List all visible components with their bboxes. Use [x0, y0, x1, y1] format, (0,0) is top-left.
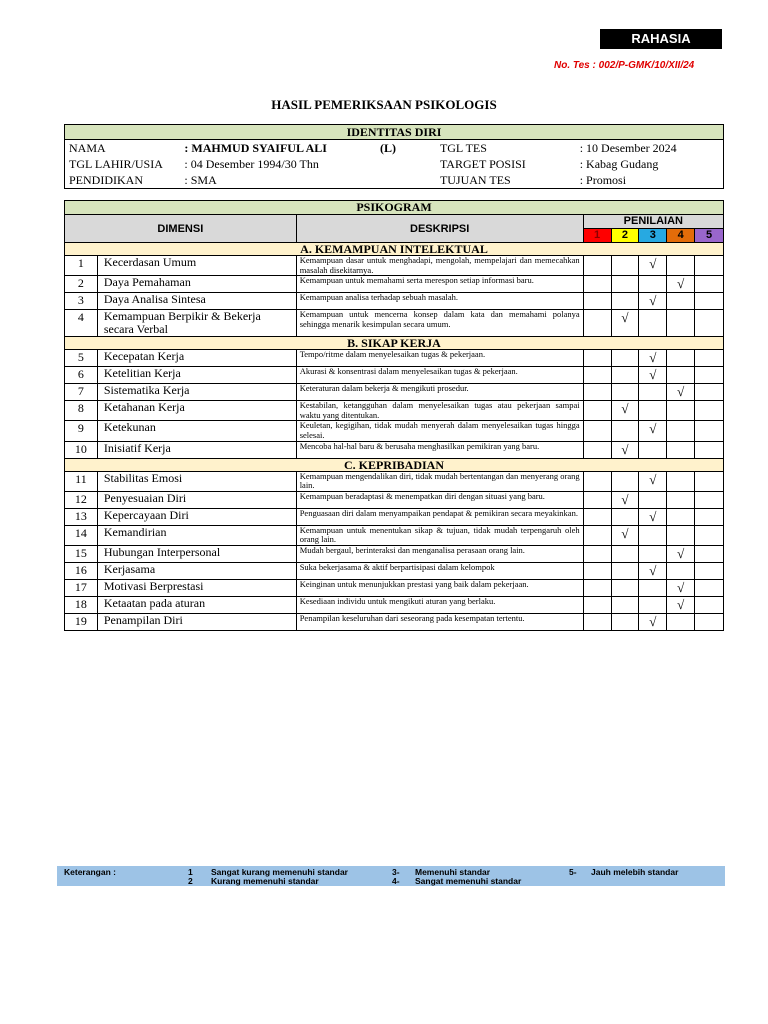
check-mark: √ [649, 350, 657, 366]
table-row [65, 276, 724, 293]
legend-num: 1 [188, 867, 193, 877]
score-cell-4 [667, 579, 695, 596]
check-mark: √ [649, 562, 657, 578]
score-cell-2 [611, 491, 639, 508]
score-cell-4 [667, 421, 695, 441]
score-cell-1 [583, 596, 611, 613]
score-cell-2 [611, 562, 639, 579]
legend [57, 866, 725, 886]
item-number: 1 [65, 256, 98, 276]
identity-label: TARGET POSISI [439, 157, 526, 171]
score-cell-5 [695, 276, 724, 293]
legend-text: Memenuhi standar [415, 867, 491, 877]
check-mark: √ [677, 579, 685, 595]
item-dimension: Penyesuaian Diri [97, 491, 296, 508]
score-cell-1 [583, 579, 611, 596]
item-number: 19 [65, 613, 98, 630]
scale-2: 2 [611, 229, 639, 243]
score-cell-1 [583, 562, 611, 579]
score-cell-1 [583, 293, 611, 310]
item-description: Tempo/ritme dalam menyelesaikan tugas & pekerjaan. [296, 350, 583, 367]
check-mark: √ [649, 256, 657, 271]
item-number: 4 [65, 310, 98, 337]
score-cell-1 [583, 421, 611, 441]
score-cell-1 [583, 491, 611, 508]
score-cell-3 [639, 350, 667, 367]
item-dimension: Motivasi Berprestasi [97, 579, 296, 596]
score-cell-4 [667, 596, 695, 613]
check-mark: √ [621, 401, 629, 417]
identity-value: : Kabag Gudang [579, 157, 659, 171]
score-cell-4 [667, 276, 695, 293]
score-cell-5 [695, 384, 724, 401]
section-title: B. SIKAP KERJA [65, 337, 724, 350]
check-mark: √ [677, 384, 685, 400]
identity-table [64, 124, 724, 189]
item-dimension: Daya Analisa Sintesa [97, 293, 296, 310]
score-cell-5 [695, 441, 724, 458]
check-mark: √ [649, 293, 657, 309]
item-number: 15 [65, 545, 98, 562]
score-cell-4 [667, 471, 695, 491]
item-number: 8 [65, 401, 98, 421]
identity-label: NAMA [69, 141, 106, 155]
table-row [65, 508, 724, 525]
score-cell-2 [611, 401, 639, 421]
score-cell-5 [695, 491, 724, 508]
score-cell-1 [583, 384, 611, 401]
score-cell-1 [583, 401, 611, 421]
score-cell-5 [695, 508, 724, 525]
item-description: Kemampuan beradaptasi & menempatkan diri dengan situasi yang baru. [296, 491, 583, 508]
table-row [65, 293, 724, 310]
item-number: 14 [65, 525, 98, 545]
table-row [65, 350, 724, 367]
item-number: 17 [65, 579, 98, 596]
legend-num: 2 [188, 876, 193, 886]
item-number: 11 [65, 471, 98, 491]
check-mark: √ [677, 545, 685, 561]
item-dimension: Penampilan Diri [97, 613, 296, 630]
score-cell-5 [695, 293, 724, 310]
psikogram-table [64, 200, 724, 631]
score-cell-4 [667, 508, 695, 525]
check-mark: √ [677, 276, 685, 292]
score-cell-2 [611, 613, 639, 630]
score-cell-5 [695, 350, 724, 367]
score-cell-3 [639, 613, 667, 630]
score-cell-2 [611, 384, 639, 401]
score-cell-3 [639, 310, 667, 337]
table-row [65, 596, 724, 613]
item-description: Kemampuan dasar untuk menghadapi, mengolah, mempelajari dan memecahkan masalah disekitarnya. [296, 256, 583, 276]
score-cell-1 [583, 256, 611, 276]
item-dimension: Ketahanan Kerja [97, 401, 296, 421]
score-cell-2 [611, 293, 639, 310]
identity-label: TGL TES [439, 141, 487, 155]
score-cell-2 [611, 525, 639, 545]
score-cell-2 [611, 256, 639, 276]
score-cell-2 [611, 596, 639, 613]
table-row [65, 562, 724, 579]
item-dimension: Hubungan Interpersonal [97, 545, 296, 562]
score-cell-3 [639, 491, 667, 508]
item-number: 16 [65, 562, 98, 579]
item-description: Kemampuan untuk memahami serta merespon setiap informasi baru. [296, 276, 583, 293]
col-dimensi: DIMENSI [65, 215, 297, 243]
legend-num: 5- [569, 867, 577, 877]
score-cell-3 [639, 421, 667, 441]
item-description: Suka bekerjasama & aktif berpartisipasi dalam kelompok [296, 562, 583, 579]
item-description: Keuletan, kegigihan, tidak mudah menyerah dalam menyelesaikan tugas hingga selesai. [296, 421, 583, 441]
identity-value: : Promosi [579, 173, 627, 187]
score-cell-1 [583, 508, 611, 525]
item-number: 18 [65, 596, 98, 613]
identity-gender [376, 156, 436, 172]
legend-num: 4- [392, 876, 400, 886]
score-cell-4 [667, 367, 695, 384]
check-mark: √ [677, 596, 685, 612]
table-row [65, 471, 724, 491]
check-mark: √ [649, 508, 657, 524]
score-cell-4 [667, 441, 695, 458]
section-title: A. KEMAMPUAN INTELEKTUAL [65, 243, 724, 256]
legend-num: 3- [392, 867, 400, 877]
score-cell-3 [639, 401, 667, 421]
legend-text: Kurang memenuhi standar [211, 876, 319, 886]
item-description: Keteraturan dalam bekerja & mengikuti prosedur. [296, 384, 583, 401]
table-row [65, 579, 724, 596]
identity-value: : SMA [184, 173, 217, 187]
score-cell-3 [639, 471, 667, 491]
score-cell-2 [611, 471, 639, 491]
col-penilaian: PENILAIAN [583, 215, 723, 229]
score-cell-1 [583, 471, 611, 491]
score-cell-3 [639, 562, 667, 579]
score-cell-5 [695, 310, 724, 337]
item-dimension: Kecepatan Kerja [97, 350, 296, 367]
score-cell-2 [611, 508, 639, 525]
item-dimension: Kecerdasan Umum [97, 256, 296, 276]
score-cell-3 [639, 579, 667, 596]
table-row [65, 310, 724, 337]
item-dimension: Sistematika Kerja [97, 384, 296, 401]
identity-value: : 04 Desember 1994/30 Thn [184, 157, 319, 171]
check-mark: √ [621, 491, 629, 507]
score-cell-3 [639, 596, 667, 613]
score-cell-1 [583, 367, 611, 384]
score-cell-5 [695, 613, 724, 630]
score-cell-2 [611, 421, 639, 441]
item-description: Penguasaan diri dalam menyampaikan pendapat & pemikiran secara meyakinkan. [296, 508, 583, 525]
score-cell-2 [611, 350, 639, 367]
table-row [65, 545, 724, 562]
score-cell-2 [611, 310, 639, 337]
score-cell-3 [639, 525, 667, 545]
table-row [65, 491, 724, 508]
section-title: C. KEPRIBADIAN [65, 458, 724, 471]
score-cell-3 [639, 367, 667, 384]
score-cell-5 [695, 562, 724, 579]
item-dimension: Kemandirian [97, 525, 296, 545]
identity-value: : MAHMUD SYAIFUL ALI [184, 141, 327, 155]
score-cell-5 [695, 525, 724, 545]
score-cell-3 [639, 545, 667, 562]
score-cell-2 [611, 579, 639, 596]
check-mark: √ [649, 471, 657, 487]
score-cell-4 [667, 401, 695, 421]
confidential-badge: RAHASIA [600, 29, 722, 49]
item-number: 10 [65, 441, 98, 458]
score-cell-2 [611, 276, 639, 293]
item-description: Kesediaan individu untuk mengikuti aturan yang berlaku. [296, 596, 583, 613]
item-number: 6 [65, 367, 98, 384]
item-dimension: Ketaatan pada aturan [97, 596, 296, 613]
scale-4: 4 [667, 229, 695, 243]
item-description: Kemampuan analisa terhadap sebuah masalah. [296, 293, 583, 310]
score-cell-3 [639, 441, 667, 458]
item-description: Kemampuan untuk menentukan sikap & tujuan, tidak mudah terpengaruh oleh orang lain. [296, 525, 583, 545]
legend-text: Sangat memenuhi standar [415, 876, 522, 886]
score-cell-4 [667, 562, 695, 579]
scale-1: 1 [583, 229, 611, 243]
table-row [65, 613, 724, 630]
check-mark: √ [621, 525, 629, 541]
page-title: HASIL PEMERIKSAAN PSIKOLOGIS [271, 97, 497, 112]
item-dimension: Daya Pemahaman [97, 276, 296, 293]
legend-text: Jauh melebih standar [591, 867, 679, 877]
item-description: Kestabilan, ketangguhan dalam menyelesaikan tugas atau pekerjaan sampai waktu yang ditentukan. [296, 401, 583, 421]
scale-3: 3 [639, 229, 667, 243]
table-row [65, 421, 724, 441]
identity-value: : 10 Desember 2024 [579, 141, 677, 155]
item-number: 5 [65, 350, 98, 367]
item-dimension: Kemampuan Berpikir & Bekerja secara Verbal [97, 310, 296, 337]
item-dimension: Stabilitas Emosi [97, 471, 296, 491]
psikogram-heading: PSIKOGRAM [65, 201, 724, 215]
table-row [65, 256, 724, 276]
legend-text: Sangat kurang memenuhi standar [211, 867, 348, 877]
item-dimension: Ketelitian Kerja [97, 367, 296, 384]
score-cell-1 [583, 276, 611, 293]
table-row [65, 525, 724, 545]
item-dimension: Inisiatif Kerja [97, 441, 296, 458]
item-dimension: Ketekunan [97, 421, 296, 441]
score-cell-4 [667, 350, 695, 367]
score-cell-5 [695, 401, 724, 421]
score-cell-1 [583, 525, 611, 545]
score-cell-4 [667, 384, 695, 401]
score-cell-5 [695, 596, 724, 613]
check-mark: √ [621, 310, 629, 326]
score-cell-2 [611, 545, 639, 562]
identity-gender: (L) [380, 141, 397, 155]
table-row [65, 384, 724, 401]
table-row [65, 441, 724, 458]
identity-label: TGL LAHIR/USIA [69, 157, 163, 171]
score-cell-5 [695, 256, 724, 276]
score-cell-4 [667, 293, 695, 310]
item-description: Keinginan untuk menunjukkan prestasi yang baik dalam pekerjaan. [296, 579, 583, 596]
item-number: 3 [65, 293, 98, 310]
score-cell-1 [583, 613, 611, 630]
score-cell-4 [667, 256, 695, 276]
item-description: Mencoba hal-hal baru & berusaha menghasilkan pemikiran yang baru. [296, 441, 583, 458]
identity-gender [376, 172, 436, 189]
identity-label: TUJUAN TES [439, 173, 511, 187]
score-cell-1 [583, 441, 611, 458]
test-number: No. Tes : 002/P-GMK/10/XII/24 [554, 60, 695, 71]
score-cell-3 [639, 293, 667, 310]
score-cell-1 [583, 545, 611, 562]
score-cell-2 [611, 367, 639, 384]
col-deskripsi: DESKRIPSI [296, 215, 583, 243]
item-number: 13 [65, 508, 98, 525]
check-mark: √ [649, 367, 657, 383]
score-cell-4 [667, 545, 695, 562]
item-description: Kemampuan untuk mencerna konsep dalam kata dan memahami polanya sehingga menarik kesimpulan secara umum. [296, 310, 583, 337]
score-cell-3 [639, 276, 667, 293]
scale-5: 5 [695, 229, 724, 243]
item-number: 9 [65, 421, 98, 441]
item-dimension: Kepercayaan Diri [97, 508, 296, 525]
score-cell-4 [667, 491, 695, 508]
item-number: 7 [65, 384, 98, 401]
score-cell-3 [639, 384, 667, 401]
score-cell-1 [583, 350, 611, 367]
score-cell-1 [583, 310, 611, 337]
score-cell-4 [667, 310, 695, 337]
legend-label: Keterangan : [64, 867, 116, 877]
score-cell-3 [639, 256, 667, 276]
score-cell-5 [695, 579, 724, 596]
item-number: 2 [65, 276, 98, 293]
identity-label: PENDIDIKAN [69, 173, 143, 187]
item-description: Mudah bergaul, berinteraksi dan menganalisa perasaan orang lain. [296, 545, 583, 562]
score-cell-4 [667, 525, 695, 545]
item-description: Kemampuan mengendalikan diri, tidak mudah bertentangan dan menyerang orang lain. [296, 471, 583, 491]
score-cell-2 [611, 441, 639, 458]
score-cell-5 [695, 421, 724, 441]
score-cell-4 [667, 613, 695, 630]
item-description: Akurasi & konsentrasi dalam menyelesaikan tugas & pekerjaan. [296, 367, 583, 384]
table-row [65, 401, 724, 421]
check-mark: √ [649, 421, 657, 437]
score-cell-5 [695, 545, 724, 562]
check-mark: √ [649, 613, 657, 629]
check-mark: √ [621, 441, 629, 457]
item-dimension: Kerjasama [97, 562, 296, 579]
identity-heading: IDENTITAS DIRI [65, 125, 724, 140]
score-cell-5 [695, 367, 724, 384]
table-row [65, 367, 724, 384]
score-cell-3 [639, 508, 667, 525]
item-number: 12 [65, 491, 98, 508]
item-description: Penampilan keseluruhan dari seseorang pada kesempatan tertentu. [296, 613, 583, 630]
score-cell-5 [695, 471, 724, 491]
